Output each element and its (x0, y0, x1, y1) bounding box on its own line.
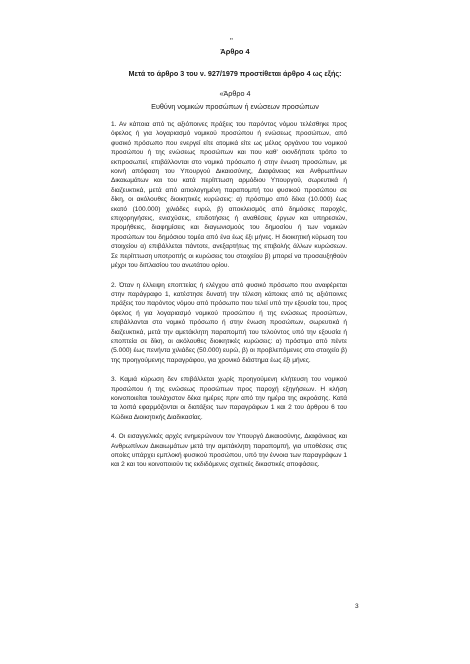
header-mark: " (230, 37, 233, 46)
amendment-heading: Μετά το άρθρο 3 του ν. 927/1979 προστίθεται άρθρο 4 ως εξής: (128, 69, 342, 78)
paragraph-1: 1. Αν κάποια από τις αξιόποινες πράξεις του παρόντος νόμου τελέσθηκε προς όφελος ή για λογαριασμό νομικού προσώπου ή ενώσεως προσώπων, από φυσικό πρόσωπο που ενεργεί είτε ατομικά είτε ως μέλος οργάνου του νομικού προσώπου ή της ενώσεως προσώπων και που καθ' οιονδήποτε τρόπο το εκπροσωπεί, επιβάλλονται στο νομικό πρόσωπο ή στην ένωση προσώπων, με κοινή απόφαση του Υπουργού Δικαιοσύνης, Διαφάνειας και Ανθρωπίνων Δικαιωμάτων και του κατά περίπτωση αρμόδιου Υπουργού, σωρευτικά ή διαζευκτικά, μετά από αιτιολογημένη παραπομπή του φυσικού προσώπου σε δίκη, οι ακόλουθες διοικητικές κυρώσεις: α) πρόστιμο από δέκα (10.000) έως εκατό (100.000) χιλιάδες ευρώ, β) αποκλεισμός από δημόσιες παροχές, επιχορηγήσεις, ενισχύσεις, επιδοτήσεις ή αναθέσεις έργων και υπηρεσιών, προμήθειες, διαφημίσεις και διαγωνισμούς του δημοσίου ή των νομικών προσώπων του δημόσιου τομέα από ένα έως έξι μήνες. Η διοικητική κύρωση του στοιχείου α) επιβάλλεται πάντοτε, ανεξαρτήτως της επιβολής άλλων κυρώσεων. Σε περίπτωση υποτροπής οι κυρώσεις του στοιχείου β) μπορεί να προσαυξηθούν μέχρι του διπλασίου του ανωτάτου ορίου. (111, 121, 347, 270)
inner-article-subtitle: Ευθύνη νομικών προσώπων ή ενώσεων προσώπων (151, 102, 319, 111)
article-title: Άρθρο 4 (220, 47, 250, 56)
paragraph-2: 2. Όταν η έλλειψη εποπτείας ή ελέγχου από φυσικό πρόσωπο που αναφέρεται στην παράγραφο 1, κατέστησε δυνατή την τέλεση κάποιας από τις αξιόποινες πράξεις του παρόντος νόμου από πρόσωπο που τελεί υπό την εξουσία του, προς όφελος ή για λογαριασμό νομικού προσώπου ή της ενώσεως προσώπων, επιβάλλονται στο νομικό πρόσωπο ή στην ένωση προσώπων, σωρευτικά ή διαζευκτικά, μετά την αμετάκλητη παραπομπή του τελούντος υπό την εξουσία ή εποπτεία σε δίκη, οι ακόλουθες διοικητικές κυρώσεις: α) πρόστιμο από πέντε (5.000) έως πενήντα χιλιάδες (50.000) ευρώ, β) οι προβλεπόμενες στο στοιχείο β) της προηγούμενης παραγράφου, για χρονικό διάστημα έως έξι μήνες. (111, 281, 347, 364)
article-body (111, 120, 347, 480)
inner-article-title: «Άρθρο 4 (219, 89, 251, 98)
paragraph-3: 3. Καμιά κύρωση δεν επιβάλλεται χωρίς προηγούμενη κλήτευση του νομικού προσώπου ή της ενώσεως προσώπων προς παροχή εξηγήσεων. Η κλήση κοινοποιείται τουλάχιστον δέκα ημέρες πριν από την ημέρα της ακροάσης. Κατά τα λοιπά εφαρμόζονται οι διατάξεις των παραγράφων 1 και 2 του άρθρου 6 του Κώδικα Διοικητικής Διαδικασίας. (111, 376, 347, 421)
paragraph-4: 4. Οι εισαγγελικές αρχές ενημερώνουν τον Υπουργό Δικαιοσύνης, Διαφάνειας και Ανθρωπίνων Δικαιωμάτων μετά την αμετάκλητη παραπομπή, για υποθέσεις στις οποίες υπάρχει εμπλοκή φυσικού προσώπου, υπό την έννοια των παραγράφων 1 και 2 και του κοινοποιούν τις εκδιδόμενες σχετικές δικαστικές αποφάσεις. (111, 433, 347, 469)
page-number: 3 (355, 603, 359, 610)
